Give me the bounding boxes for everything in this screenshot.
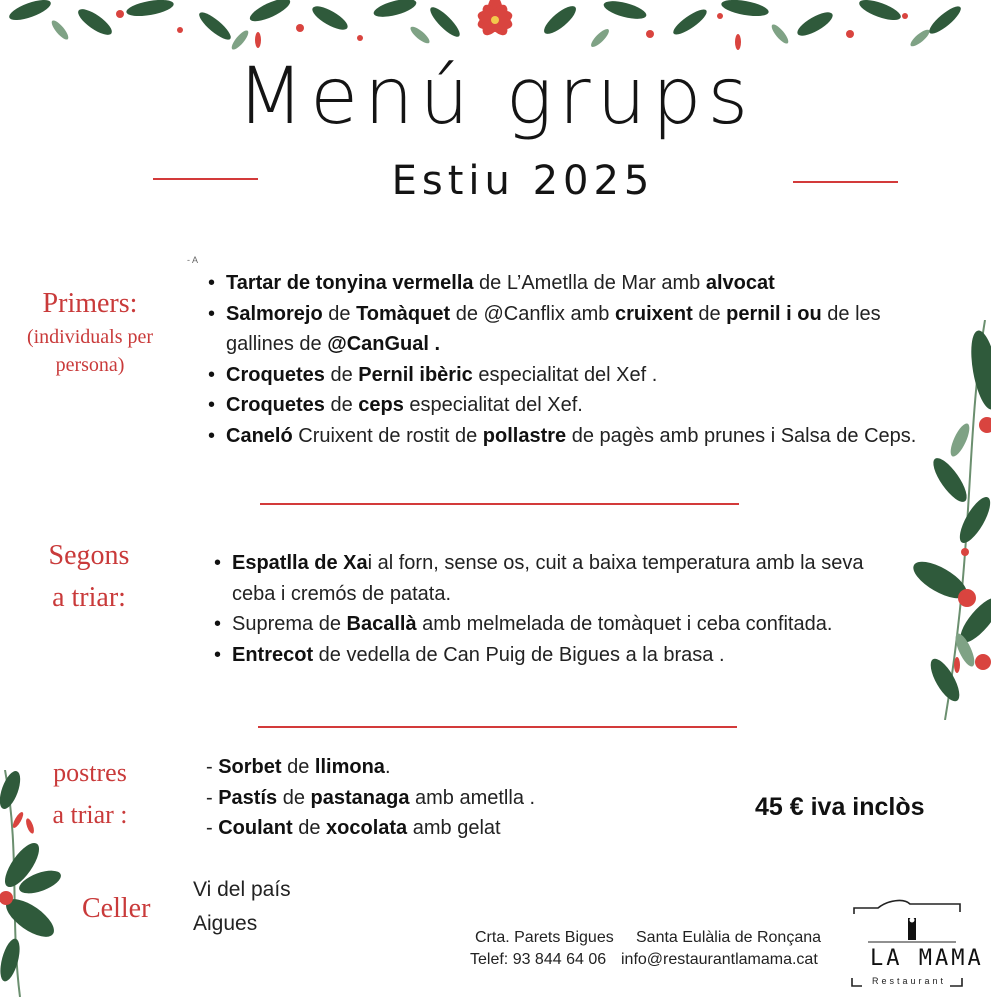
postres-label — [0, 752, 180, 836]
list-item: - Sorbet de llimona. — [206, 756, 391, 778]
postres-label-title: postres — [53, 758, 127, 787]
small-mark: - A — [187, 255, 199, 265]
list-item: • Espatlla de Xai al forn, sense os, cuit a baixa temperatura amb la seva ceba i cremós de patata. — [212, 548, 892, 609]
primers-label-title: Primers: — [42, 288, 138, 319]
list-item: • Caneló Cruixent de rostit de pollastre de pagès amb prunes i Salsa de Ceps. — [206, 421, 921, 452]
celler-label: Celler — [82, 893, 151, 924]
primers-list — [206, 268, 921, 451]
section-divider — [260, 503, 739, 505]
price-label: 45 € iva inclòs — [755, 793, 925, 821]
celler-item-water: Aigues — [193, 912, 258, 935]
logo-tagline: Restaurant — [872, 976, 947, 986]
section-divider — [258, 726, 737, 728]
list-item: • Entrecot de vedella de Can Puig de Bigues a la brasa . — [212, 640, 892, 671]
list-item: • Croquetes de Pernil ibèric especialitat del Xef . — [206, 360, 921, 391]
poinsettia-flower-icon — [455, 0, 535, 50]
list-item: • Croquetes de ceps especialitat del Xef. — [206, 390, 921, 421]
footer-town: Santa Eulàlia de Ronçana — [636, 929, 822, 946]
postres-label-subtitle: a triar : — [52, 800, 128, 829]
postres-list — [206, 752, 706, 844]
header-divider-left — [153, 178, 258, 180]
primers-label-note-1: (individuals per — [26, 326, 154, 348]
segons-label-subtitle: a triar: — [52, 582, 126, 613]
segons-label-title: Segons — [48, 540, 130, 571]
segons-list — [212, 548, 892, 670]
list-item: • Suprema de Bacallà amb melmelada de tomàquet i ceba confitada. — [212, 609, 892, 640]
segons-label — [0, 535, 178, 619]
primers-label — [0, 286, 180, 378]
footer-email[interactable]: info@restaurantlamama.cat — [621, 951, 818, 968]
footer-address: Crta. Parets Bigues — [475, 929, 614, 946]
list-item: • Tartar de tonyina vermella de L’Ametlla de Mar amb alvocat — [206, 268, 921, 299]
footer-phone[interactable]: Telef: 93 844 64 06 — [470, 951, 607, 968]
list-item: • Salmorejo de Tomàquet de @Canflix amb cruixent de pernil i ou de les gallines de @CanGual . — [206, 299, 921, 360]
list-item: - Pastís de pastanaga amb ametlla . — [206, 786, 536, 809]
primers-label-note-2: persona) — [55, 354, 125, 376]
page-subtitle: Estiu 2025 — [391, 158, 655, 204]
page-title: Menú grups — [236, 52, 755, 142]
header-divider-right — [793, 181, 898, 183]
celler-item-wine: Vi del país — [193, 878, 291, 901]
list-item: - Coulant de xocolata amb gelat — [206, 817, 501, 839]
logo-name: LA MAMA — [870, 946, 984, 971]
